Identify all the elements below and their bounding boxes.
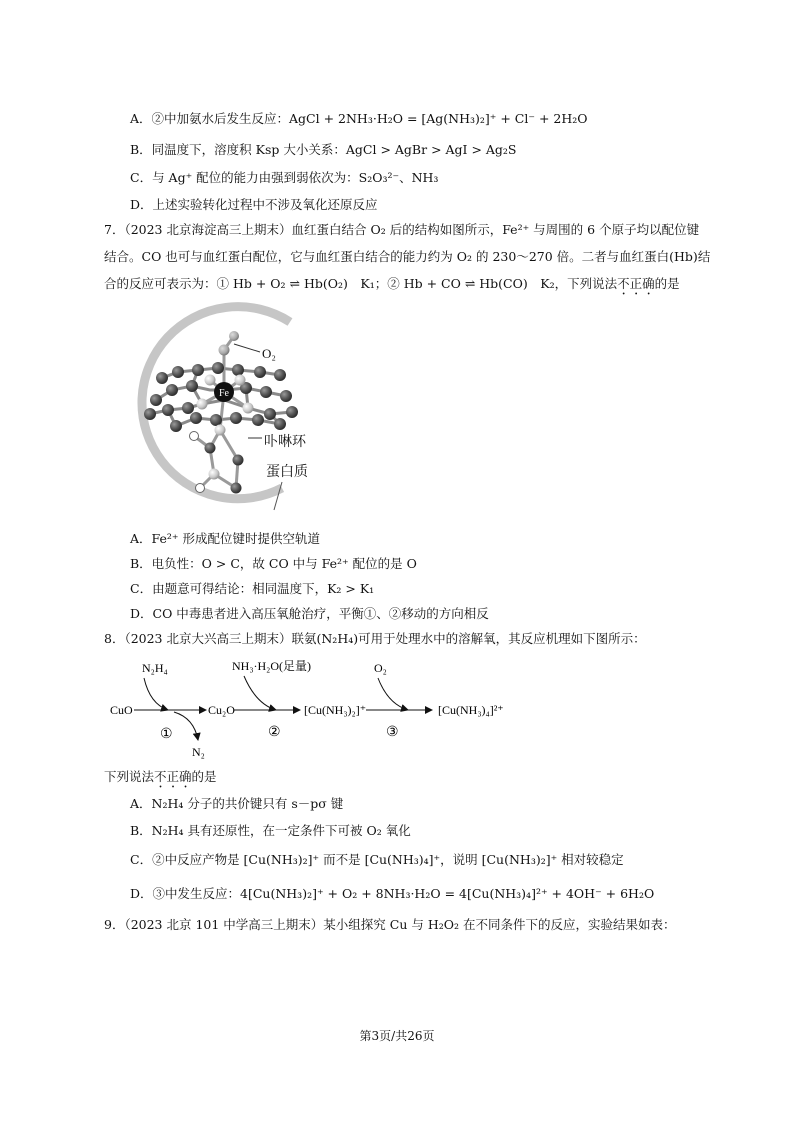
q7-option-c: C．由题意可得结论：相同温度下，K₂ > K₁ (130, 581, 375, 596)
cunh3-2-label: [Cu(NH₃)₂]⁺ (304, 703, 367, 717)
q7-stem-line3: 合的反应可表示为：① Hb + O₂ ⇌ Hb(O₂) K₁；② Hb + CO ⇌ Hb(CO) K₂，下列说法不正确的是 (104, 276, 680, 291)
q8-stem: 8．（2023 北京大兴高三上期末）联氨(N₂H₄)可用于处理水中的溶解氧，其反应机理如下图所示： (104, 631, 646, 646)
n2h4-label: N₂H₄ (142, 661, 168, 675)
q8-prompt: 下列说法不正确的是 (104, 769, 217, 784)
porphyrin-label: 卟啉环 (264, 435, 306, 450)
q6-option-d: D．上述实验转化过程中不涉及氧化还原反应 (130, 197, 378, 212)
fe-label: Fe (219, 388, 229, 399)
page-footer: 第3页/共26页 (359, 1029, 435, 1043)
q7-option-d: D．CO 中毒患者进入高压氧舱治疗，平衡①、②移动的方向相反 (130, 606, 489, 621)
reaction-mechanism-diagram (110, 652, 580, 762)
nh3h2o-label: NH₃·H₂O(足量) (232, 659, 312, 673)
cunh3-4-label: [Cu(NH₃)₄]²⁺ (438, 703, 504, 717)
step-1-label: ① (160, 727, 173, 742)
q7-stem-line2: 结合。CO 也可与血红蛋白配位，它与血红蛋白结合的能力约为 O₂ 的 230～270 倍。二者与血红蛋白(Hb)结 (104, 249, 711, 264)
q7-option-a: A．Fe²⁺ 形成配位键时提供空轨道 (130, 531, 320, 546)
protein-label: 蛋白质 (266, 465, 308, 480)
q9-stem: 9．（2023 北京 101 中学高三上期末）某小组探究 Cu 与 H₂O₂ 在不同条件下的反应，实验结果如表： (104, 917, 676, 932)
q7-stem-line1: 7．（2023 北京海淀高三上期末）血红蛋白结合 O₂ 后的结构如图所示，Fe²⁺ 与周围的 6 个原子均以配位键 (104, 222, 700, 237)
step-2-label: ② (268, 725, 281, 740)
q8-option-a: A．N₂H₄ 分子的共价键只有 s－pσ 键 (130, 796, 344, 811)
cu2o-label: Cu₂O (208, 703, 235, 717)
q6-option-a: A．②中加氨水后发生反应：AgCl + 2NH₃·H₂O = [Ag(NH₃)₂]⁺ + Cl⁻ + 2H₂O (130, 111, 588, 126)
q6-option-c: C．与 Ag⁺ 配位的能力由强到弱依次为：S₂O₃²⁻、NH₃ (130, 170, 439, 185)
cuo-label: CuO (110, 703, 133, 717)
o2-label-diagram: O₂ (374, 661, 387, 675)
o2-label: O₂ (262, 346, 276, 361)
q8-option-b: B．N₂H₄ 具有还原性，在一定条件下可被 O₂ 氧化 (130, 823, 411, 838)
q7-option-b: B．电负性：O > C，故 CO 中与 Fe²⁺ 配位的是 O (130, 556, 417, 571)
n2-label: N₂ (192, 745, 205, 759)
step-3-label: ③ (386, 725, 399, 740)
q6-option-b: B．同温度下，溶度积 Ksp 大小关系：AgCl > AgBr > AgI > Ag₂S (130, 142, 517, 157)
q8-option-c: C．②中反应产物是 [Cu(NH₃)₂]⁺ 而不是 [Cu(NH₃)₄]⁺，说明 [Cu(NH₃)₂]⁺ 相对较稳定 (130, 852, 624, 867)
hemoglobin-figure (110, 300, 310, 520)
q8-option-d: D．③中发生反应：4[Cu(NH₃)₂]⁺ + O₂ + 8NH₃·H₂O = 4[Cu(NH₃)₄]²⁺ + 4OH⁻ + 6H₂O (130, 886, 655, 901)
